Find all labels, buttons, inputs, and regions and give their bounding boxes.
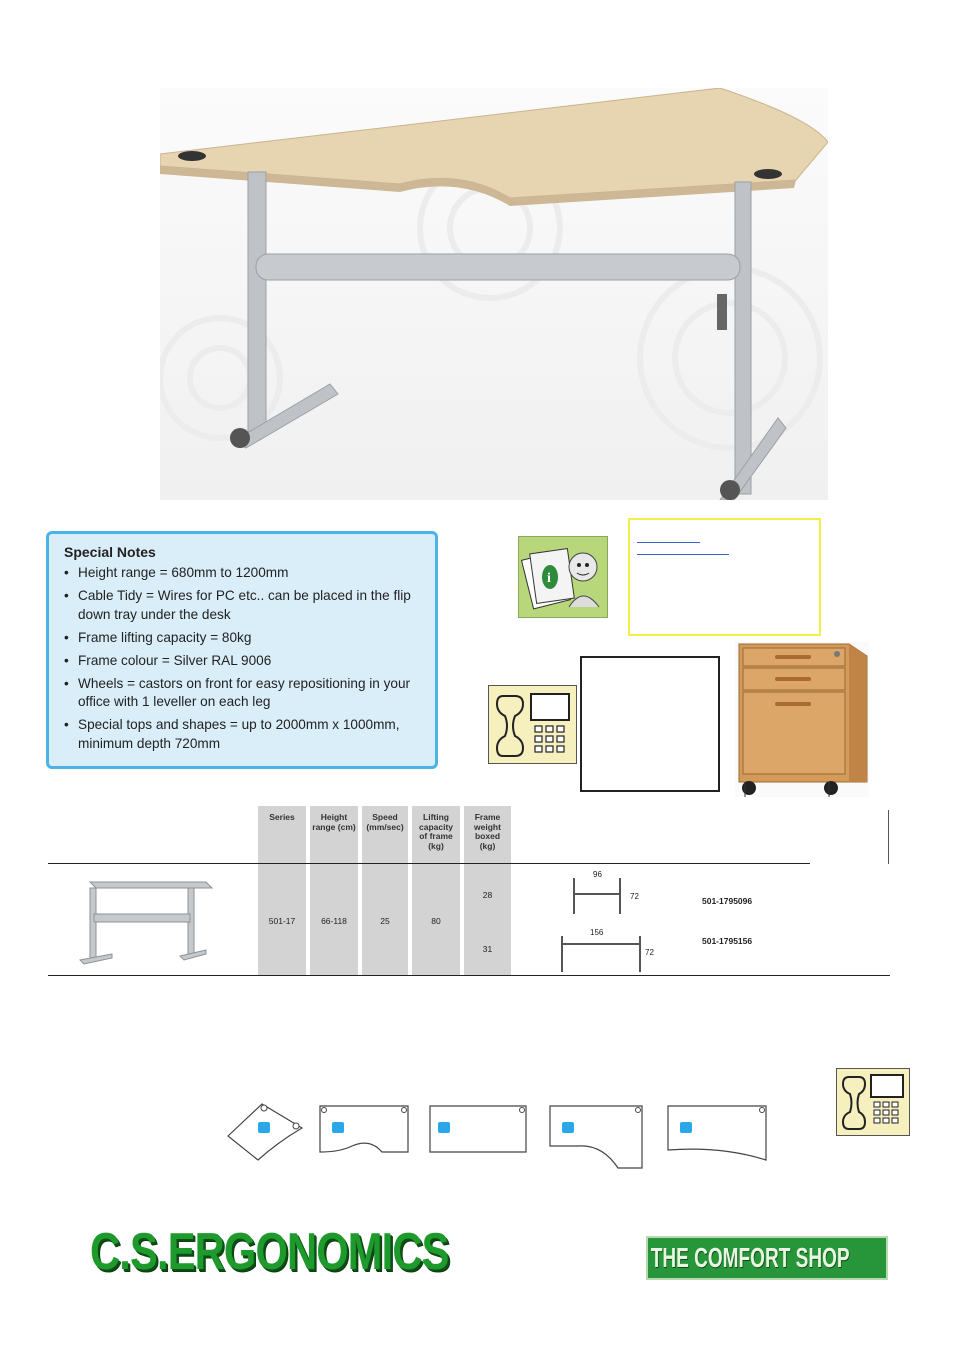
header-speed: Speed (mm/sec) xyxy=(366,812,404,832)
svg-text:i: i xyxy=(547,571,551,586)
shape-l-return xyxy=(550,1106,642,1168)
dim-width-96: 96 xyxy=(593,870,602,879)
cell-series: 501-17 xyxy=(268,916,296,926)
comfort-shop-logo-text: THE COMFORT SHOP xyxy=(650,1242,850,1273)
header-weight: Frame weight boxed (kg) xyxy=(474,812,501,851)
frame-diagram-96 xyxy=(566,874,626,918)
cell-speed: 25 xyxy=(380,916,390,926)
info-person-icon[interactable] xyxy=(518,536,608,618)
code-96: 501-1795096 xyxy=(702,896,753,906)
cs-ergonomics-logo: C.S.ERGONOMICS xyxy=(90,1223,449,1281)
desk-photo xyxy=(160,88,828,500)
comfort-shop-logo xyxy=(646,1236,888,1280)
note-height-range: • Height range = 680mm to 1200mm xyxy=(64,564,421,583)
pedestal-drawer-photo xyxy=(735,642,869,797)
cell-lifting: 80 xyxy=(431,916,441,926)
special-notes-list xyxy=(64,564,421,753)
table-rule-side xyxy=(888,810,889,864)
desk-illustration xyxy=(160,88,828,500)
telephone-icon[interactable] xyxy=(836,1068,910,1136)
note-lifting-capacity: • Frame lifting capacity = 80kg xyxy=(64,629,421,648)
dim-height-156: 72 xyxy=(645,948,654,957)
link-box xyxy=(628,518,821,636)
frame-illustration xyxy=(76,878,216,968)
code-156: 501-1795156 xyxy=(702,936,753,946)
header-lifting: Lifting capacity of frame (kg) xyxy=(418,812,454,851)
telephone-icon[interactable] xyxy=(488,685,577,764)
spec-table xyxy=(48,806,890,978)
table-rule-bottom xyxy=(48,975,890,976)
special-notes-panel xyxy=(46,531,438,769)
special-notes-title: Special Notes xyxy=(64,544,156,560)
header-height: Height range (cm) xyxy=(312,812,356,832)
note-wheels: • Wheels = castors on front for easy repositioning in your office with 1 leveller on each leg xyxy=(64,675,421,712)
note-cable-tidy: • Cable Tidy = Wires for PC etc.. can be placed in the flip down tray under the desk xyxy=(64,587,421,624)
note-special-tops: • Special tops and shapes = up to 2000mm x 1000mm, minimum depth 720mm xyxy=(64,716,421,753)
desk-top-shapes xyxy=(222,1100,782,1172)
col-series xyxy=(258,806,306,976)
table-rule-top xyxy=(48,863,810,864)
cell-weight-small: 28 xyxy=(482,890,493,900)
note-frame-colour: • Frame colour = Silver RAL 9006 xyxy=(64,652,421,671)
header-series: Series xyxy=(269,812,295,822)
dim-height-96: 72 xyxy=(630,892,639,901)
cell-height: 66-118 xyxy=(321,916,347,926)
cell-weight-large: 31 xyxy=(482,944,493,954)
dim-width-156: 156 xyxy=(590,928,604,937)
empty-frame xyxy=(580,656,720,792)
